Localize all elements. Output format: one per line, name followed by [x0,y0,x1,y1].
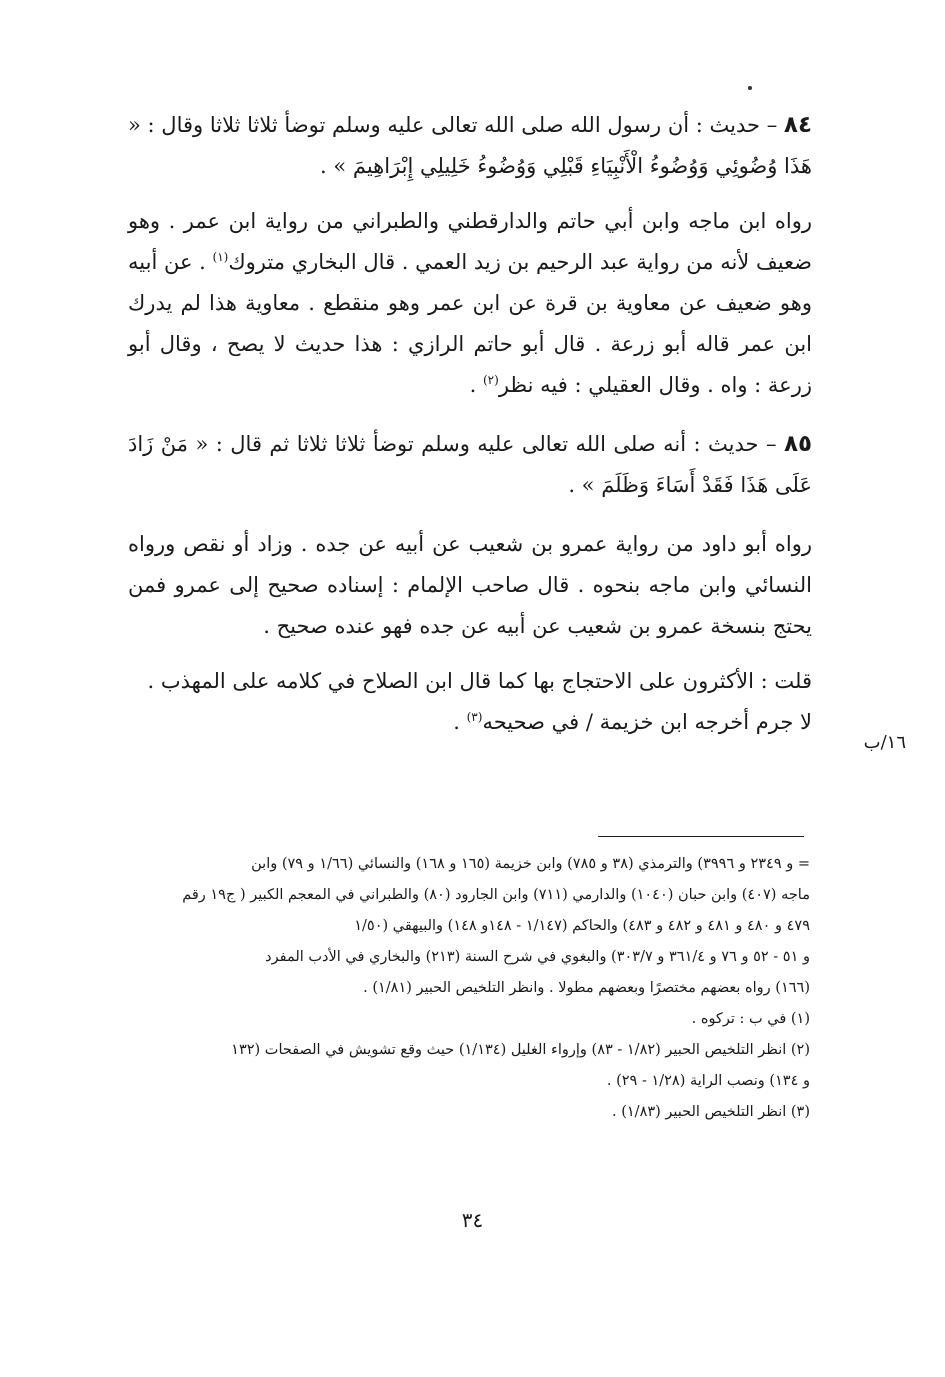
commentary-85 [128,524,812,647]
footnotes-block [133,849,810,1128]
hadith-85-quote: « مَنْ زَادَ عَلَى هَذَا فَقَدْ أَسَاءَ وَظَلَمَ » . [128,432,812,497]
qult-line: قلت : الأكثرون على الاحتجاج بها كما قال ابن الصلاح في كلامه على المهذب . [147,669,812,693]
hadith-number-85: ٨٥ [783,431,813,457]
qult-paragraph [128,661,812,743]
manuscript-folio-marker: ١٦/ب [863,732,906,753]
hadith-84-quote: « هَذَا وُضُوئِي وَوُضُوءُ الْأَنْبِيَاءِ قَبْلِي وَوُضُوءُ خَلِيلِي إِبْرَاهِيمَ » . [128,113,812,178]
footnote-continued-1: = و ٢٣٤٩ و ٣٩٩٦) والترمذي (٣٨ و ٧٨٥) وابن خزيمة (١٦٥ و ١٦٨) والنسائي (١/٦٦ و ٧٩) وابن [251,856,810,872]
commentary-84-part-a: رواه ابن ماجه وابن أبي حاتم والدارقطني والطبراني من رواية ابن عمر . وهو ضعيف لأنه من رواية عبد الرحيم بن زيد العمي . قال البخاري متروك [128,209,812,274]
hadith-85-text: – حديث : أنه صلى الله تعالى عليه وسلم توضأ ثلاثا ثلاثا ثم قال : [215,432,777,456]
footnote-continued-4: و ٥١ - ٥٢ و ٧٦ و ٣٦١/٤ و ٣٠٣/٧) والبغوي في شرح السنة (٢١٣) والبخاري في الأدب المفرد [265,949,810,965]
footnote-ref-2[interactable]: (٢) [482,373,499,387]
footnote-1: (١) في ب : تركوه . [691,1011,810,1027]
footnote-separator [598,836,804,837]
main-text-block [128,105,812,743]
last-line-end: . [453,710,460,734]
hadith-number-84: ٨٤ [783,112,812,138]
commentary-84-part-b: . عن أبيه وهو ضعيف عن معاوية بن قرة عن ابن عمر وهو منقطع . معاوية هذا لم يدرك ابن عمر قاله أبو زرعة . قال أبو حاتم الرازي : هذا حديث لا يصح ، وقال أبو زرعة : واه . وقال العقيلي : فيه نظر [128,250,812,397]
footnote-continued-3: ٤٧٩ و ٤٨٠ و ٤٨١ و ٤٨٢ و ٤٨٣) والحاكم (١/١٤٧ - ١٤٨و ١٤٨) والبيهقي (١/٥٠ [354,918,810,934]
footnote-2-line-1: (٢) انظر التلخيص الحبير (١/٨٢ - ٨٣) وإرواء الغليل (١/١٣٤) حيث وقع تشويش في الصفحات (١٣٢ [231,1042,810,1058]
commentary-84-end: . [469,373,477,397]
hadith-84-text: – حديث : أن رسول الله صلى الله تعالى عليه وسلم توضأ ثلاثا ثلاثا وقال : [147,113,778,137]
footnote-ref-3[interactable]: (٣) [466,710,483,724]
footnote-ref-1[interactable]: (١) [212,250,229,264]
hadith-85 [128,424,812,506]
footnote-continued-2: ماجه (٤٠٧) وابن حبان (١٠٤٠) والدارمي (٧١١) وابن الجارود (٨٠) والطبراني في المعجم الكبير ( ج١٩ رقم [182,887,810,903]
last-line: لا جرم أخرجه ابن خزيمة / في صحيحه [482,710,812,734]
page-number: ٣٤ [461,1208,484,1232]
scan-speck [748,86,752,90]
commentary-85-text: رواه أبو داود من رواية عمرو بن شعيب عن أبيه عن جده . وزاد أو نقص ورواه النسائي وابن ماجه بنحوه . قال صاحب الإلمام : إسناده صحيح إلى عمرو فمن يحتج بنسخة عمرو بن شعيب عن أبيه عن جده فهو عنده صحيح . [128,532,812,638]
commentary-84 [128,201,812,406]
hadith-84 [128,105,812,187]
footnote-2-line-2: و ١٣٤) ونصب الراية (١/٢٨ - ٢٩) . [606,1073,810,1089]
footnote-3: (٣) انظر التلخيص الحبير (١/٨٣) . [612,1104,810,1120]
footnote-continued-5: (١٦٦) رواه بعضهم مختصرًا وبعضهم مطولا . وانظر التلخيص الحبير (١/٨١) . [363,980,810,996]
